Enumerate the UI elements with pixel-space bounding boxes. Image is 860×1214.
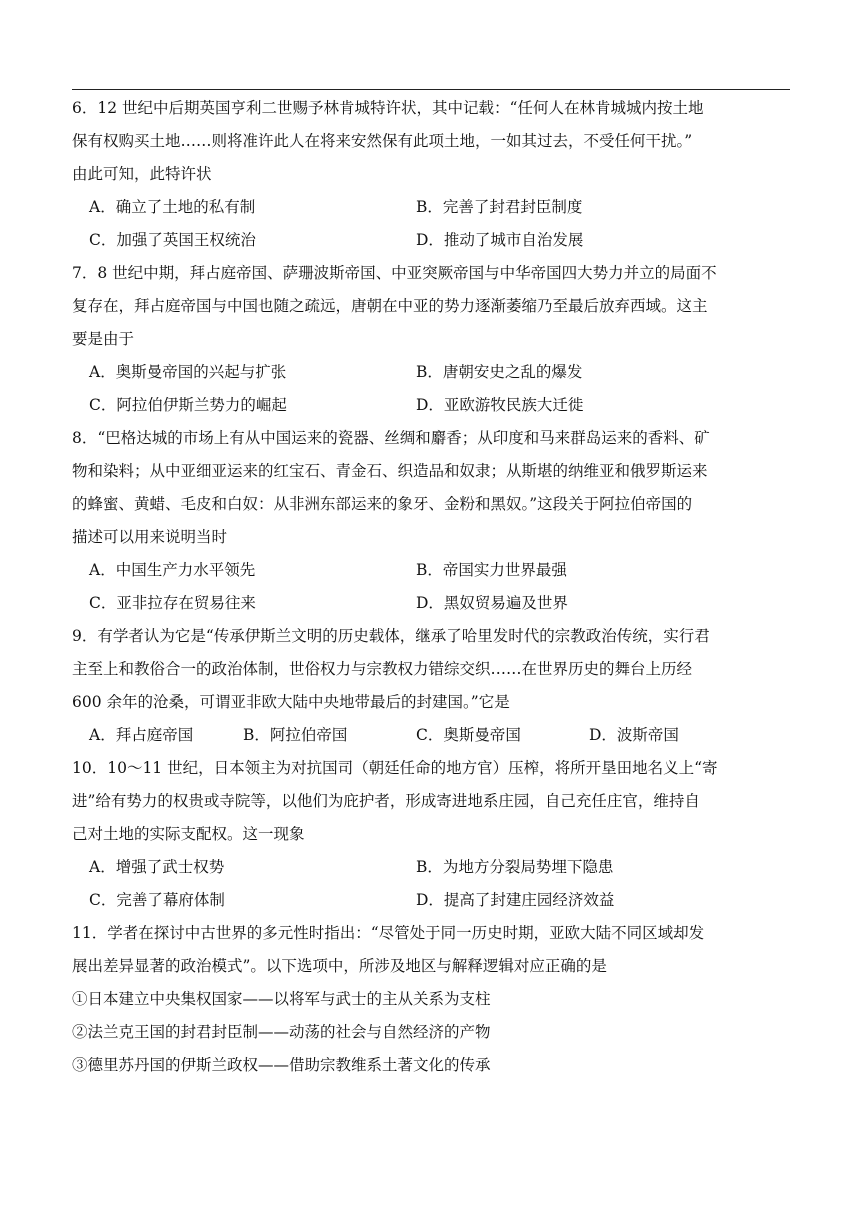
options-row [72, 191, 792, 224]
question-text-line: 复存在，拜占庭帝国与中国也随之疏远，唐朝在中亚的势力逐渐萎缩乃至最后放弃西域。这主 [72, 297, 708, 315]
question-text-line: 的蜂蜜、黄蜡、毛皮和白奴：从非洲东部运来的象牙、金粉和黑奴。”这段关于阿拉伯帝国的 [72, 495, 693, 513]
option-b: B．阿拉伯帝国 [243, 726, 348, 744]
option-a: A．拜占庭帝国 [89, 726, 194, 744]
question-text-line: 描述可以用来说明当时 [72, 528, 228, 546]
option-c: C．奥斯曼帝国 [416, 726, 521, 744]
question-text-line: 由此可知，此特许状 [72, 165, 212, 183]
options-row [72, 554, 792, 587]
option-b: B．唐朝安史之乱的爆发 [416, 363, 583, 381]
question-text-line: 11．学者在探讨中古世界的多元性时指出：“尽管处于同一历史时期，亚欧大陆不同区域却发 [72, 924, 705, 942]
question-text-line: 保有权购买土地……则将准许此人在将来安然保有此项土地，一如其过去，不受任何干扰。” [72, 132, 693, 150]
header-rule [72, 89, 790, 90]
option-a: A．中国生产力水平领先 [89, 561, 256, 579]
option-d: D．波斯帝国 [589, 726, 679, 744]
option-b: B．帝国实力世界最强 [416, 561, 567, 579]
question-text-line: 9．有学者认为它是“传承伊斯兰文明的历史载体，继承了哈里发时代的宗教政治传统，实行君 [72, 627, 710, 645]
question-7 [72, 257, 792, 422]
question-text-line: 7．8 世纪中期，拜占庭帝国、萨珊波斯帝国、中亚突厥帝国与中华帝国四大势力并立的局面不 [72, 264, 717, 282]
question-8 [72, 422, 792, 620]
question-text-line: 物和染料；从中亚细亚运来的红宝石、青金石、织造品和奴隶；从斯堪的纳维亚和俄罗斯运来 [72, 462, 708, 480]
question-11 [72, 917, 792, 1082]
question-text-line: 10．10～11 世纪，日本领主为对抗国司（朝廷任命的地方官）压榨，将所开垦田地名义上“寄 [72, 759, 718, 777]
question-text-line: 展出差异显著的政治模式”。以下选项中，所涉及地区与解释逻辑对应正确的是 [72, 957, 607, 975]
options-row [72, 884, 792, 917]
options-row [72, 356, 792, 389]
option-c: C．亚非拉存在贸易往来 [89, 594, 256, 612]
option-d: D．亚欧游牧民族大迁徙 [416, 396, 584, 414]
question-text-line: 进”给有势力的权贵或寺院等，以他们为庇护者，形成寄进地系庄园，自己充任庄官，维持自 [72, 792, 700, 810]
option-d: D．推动了城市自治发展 [416, 231, 584, 249]
options-row [72, 719, 792, 752]
statement-1: ①日本建立中央集权国家——以将军与武士的主从关系为支柱 [72, 990, 491, 1008]
option-b: B．完善了封君封臣制度 [416, 198, 583, 216]
option-b: B．为地方分裂局势埋下隐患 [416, 858, 614, 876]
statement-3: ③德里苏丹国的伊斯兰政权——借助宗教维系土著文化的传承 [72, 1056, 491, 1074]
option-a: A．增强了武士权势 [89, 858, 225, 876]
option-a: A．确立了土地的私有制 [89, 198, 256, 216]
option-c: C．阿拉伯伊斯兰势力的崛起 [89, 396, 287, 414]
question-9 [72, 620, 792, 752]
statement-2: ②法兰克王国的封君封臣制——动荡的社会与自然经济的产物 [72, 1023, 491, 1041]
question-text-line: 要是由于 [72, 330, 135, 348]
question-10 [72, 752, 792, 917]
options-row [72, 851, 792, 884]
option-d: D．黑奴贸易遍及世界 [416, 594, 568, 612]
question-text-line: 8．“巴格达城的市场上有从中国运来的瓷器、丝绸和麝香；从印度和马来群岛运来的香料、矿 [72, 429, 710, 447]
question-text-line: 600 余年的沧桑，可谓亚非欧大陆中央地带最后的封建国。”它是 [72, 693, 510, 711]
question-text-line: 己对土地的实际支配权。这一现象 [72, 825, 305, 843]
option-c: C．完善了幕府体制 [89, 891, 225, 909]
question-6 [72, 92, 792, 257]
option-a: A．奥斯曼帝国的兴起与扩张 [89, 363, 287, 381]
options-row [72, 587, 792, 620]
exam-content [72, 92, 792, 1082]
options-row [72, 224, 792, 257]
options-row [72, 389, 792, 422]
question-text-line: 主至上和教俗合一的政治体制，世俗权力与宗教权力错综交织……在世界历史的舞台上历经 [72, 660, 693, 678]
question-text-line: 6．12 世纪中后期英国亨利二世赐予林肯城特许状，其中记载：“任何人在林肯城城内按土地 [72, 99, 704, 117]
option-d: D．提高了封建庄园经济效益 [416, 891, 615, 909]
option-c: C．加强了英国王权统治 [89, 231, 256, 249]
